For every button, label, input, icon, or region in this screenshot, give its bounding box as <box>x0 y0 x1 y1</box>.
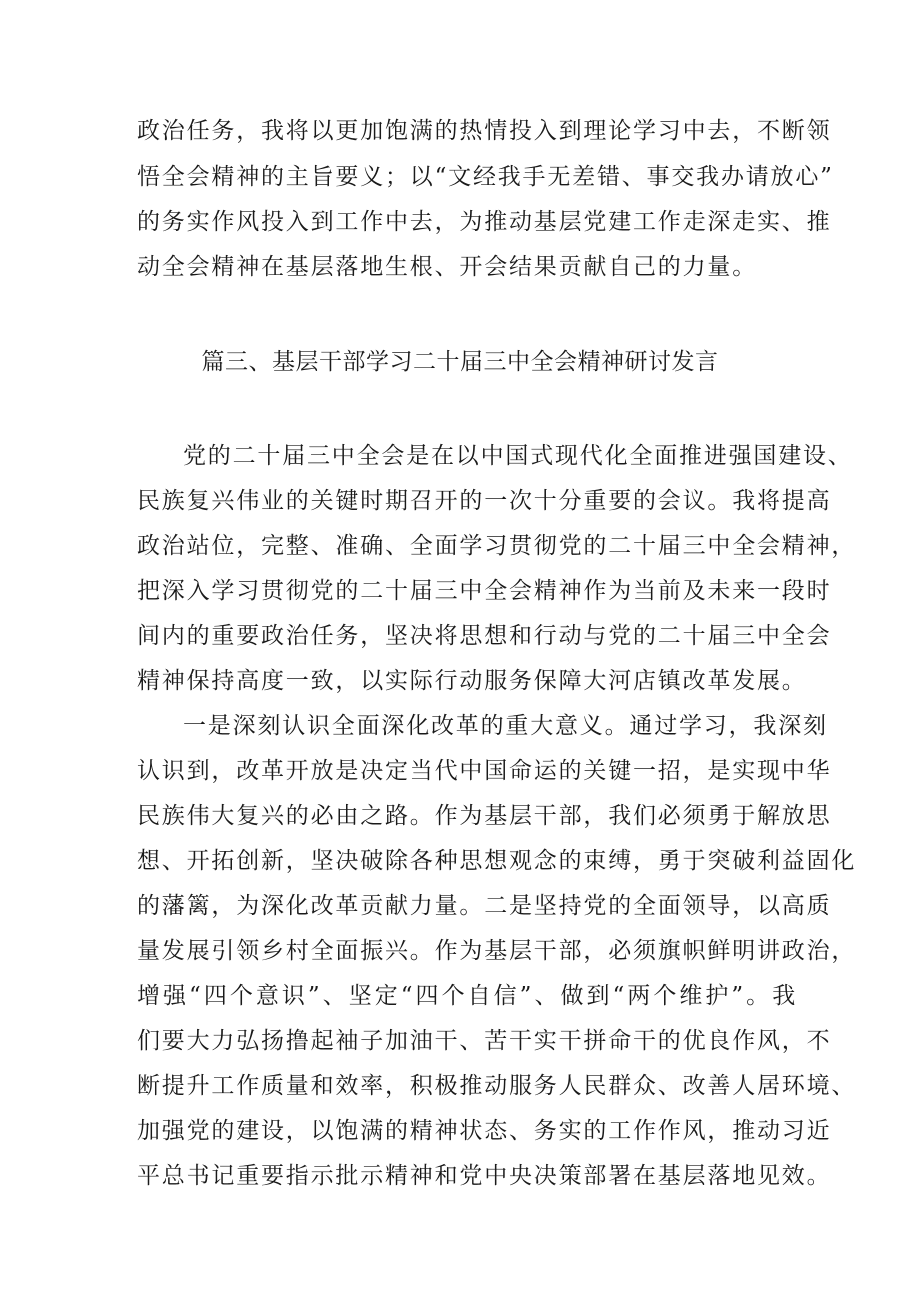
intro-line-1: 政治任务，我将以更加饱满的热情投入到理论学习中去，不断领 <box>137 118 832 144</box>
paragraph1-line-6: 精神保持高度一致，以实际行动服务保障大河店镇改革发展。 <box>137 668 807 694</box>
paragraph2-line-11: 平总书记重要指示批示精神和党中央决策部署在基层落地见效。 <box>137 1163 832 1189</box>
intro-line-3: 的务实作风投入到工作中去，为推动基层党建工作走深走实、推 <box>137 209 832 235</box>
paragraph1-line-2: 民族复兴伟业的关键时期召开的一次十分重要的会议。我将提高 <box>137 488 832 514</box>
intro-line-2: 悟全会精神的主旨要义；以“文经我手无差错、事交我办请放心” <box>137 164 834 190</box>
paragraph2-line-10: 加强党的建设，以饱满的精神状态、务实的工作作风，推动习近 <box>137 1118 832 1144</box>
section-heading: 篇三、基层干部学习二十届三中全会精神研讨发言 <box>201 349 719 375</box>
paragraph1-line-3: 政治站位，完整、准确、全面学习贯彻党的二十届三中全会精神， <box>137 533 857 559</box>
paragraph2-line-1: 一是深刻认识全面深化改革的重大意义。通过学习，我深刻 <box>183 713 828 739</box>
paragraph2-line-8: 们要大力弘扬撸起袖子加油干、苦干实干拼命干的优良作风，不 <box>137 1028 832 1054</box>
paragraph2-line-7: 增强“四个意识”、坚定“四个自信”、做到“两个维护”。我 <box>137 983 797 1009</box>
paragraph2-line-4: 想、开拓创新，坚决破除各种思想观念的束缚，勇于突破利益固化 <box>137 848 857 874</box>
paragraph2-line-2: 认识到，改革开放是决定当代中国命运的关键一招，是实现中华 <box>137 758 832 784</box>
paragraph2-line-5: 的藩篱，为深化改革贡献力量。二是坚持党的全面领导，以高质 <box>137 893 832 919</box>
paragraph1-line-5: 间内的重要政治任务，坚决将思想和行动与党的二十届三中全会 <box>137 623 832 649</box>
paragraph1-line-4: 把深入学习贯彻党的二十届三中全会精神作为当前及未来一段时 <box>137 578 832 604</box>
intro-line-4: 动全会精神在基层落地生根、开会结果贡献自己的力量。 <box>137 254 757 280</box>
paragraph1-line-1: 党的二十届三中全会是在以中国式现代化全面推进强国建设、 <box>183 443 853 469</box>
paragraph2-line-9: 断提升工作质量和效率，积极推动服务人民群众、改善人居环境、 <box>137 1073 857 1099</box>
paragraph2-line-6: 量发展引领乡村全面振兴。作为基层干部，必须旗帜鲜明讲政治， <box>137 938 857 964</box>
paragraph2-line-3: 民族伟大复兴的必由之路。作为基层干部，我们必须勇于解放思 <box>137 803 832 829</box>
